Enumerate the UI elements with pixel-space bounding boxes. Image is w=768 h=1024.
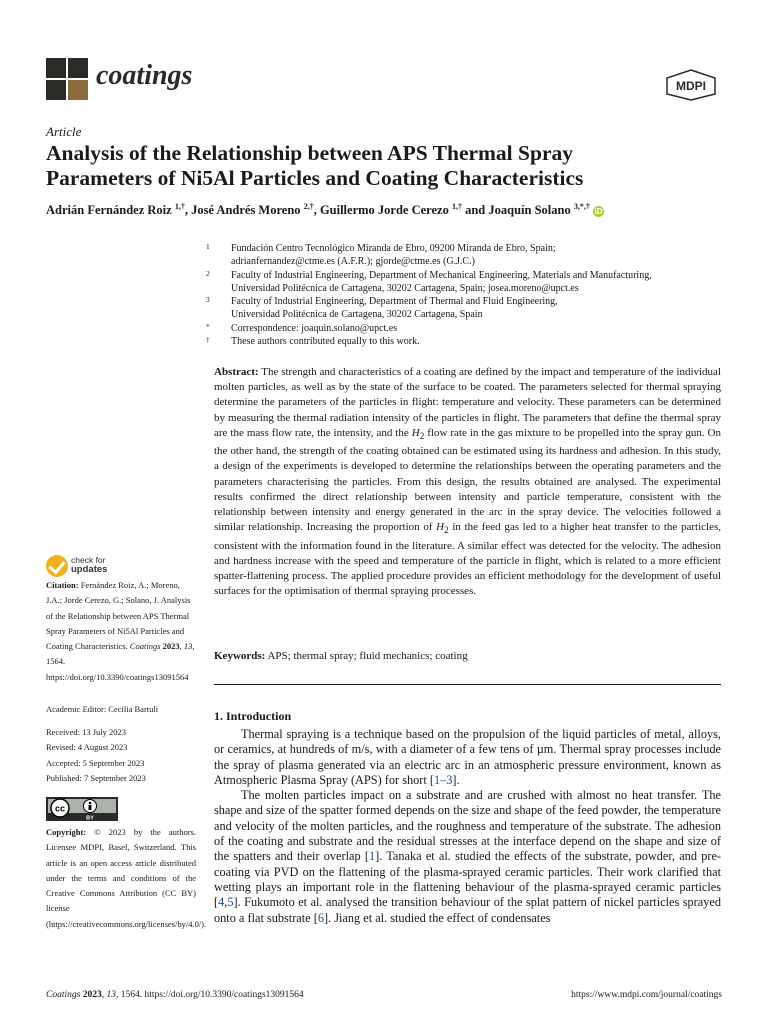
reference-link[interactable]: 5 [227, 895, 234, 910]
author-name: Adrián Fernández Roiz [46, 203, 172, 218]
svg-text:BY: BY [86, 815, 94, 821]
divider [214, 684, 721, 685]
publication-dates [46, 725, 196, 786]
article-type: Article [46, 124, 82, 139]
orcid-icon[interactable]: iD [594, 206, 603, 216]
title-line-1: Analysis of the Relationship between APS Thermal Spray [46, 141, 573, 165]
footer-citation: Coatings 2023, 13, 1564. https://doi.org/10.3390/coatings13091564 [46, 990, 304, 1000]
section-heading: 1. Introduction [214, 709, 292, 723]
footer-journal-url[interactable]: https://www.mdpi.com/journal/coatings [571, 990, 722, 1000]
reference-link[interactable]: 1 [368, 849, 376, 864]
svg-text:cc: cc [54, 803, 66, 814]
title-line-2: Parameters of Ni5Al Particles and Coating Characteristics [46, 166, 584, 190]
date-accepted: Accepted: 5 September 2023 [46, 757, 145, 768]
mdpi-logo-icon [663, 69, 719, 101]
journal-logo-icon [46, 58, 88, 100]
reference-link[interactable]: 6 [317, 910, 324, 925]
cc-by-license-icon[interactable] [46, 797, 118, 821]
keywords: Keywords: APS; thermal spray; fluid mechanics; coating [214, 650, 468, 662]
article-title [46, 141, 726, 191]
check-for-updates-button[interactable]: check for updates [46, 554, 126, 580]
author-sup: 2,† [303, 202, 314, 211]
date-received: Received: 13 July 2023 [46, 727, 127, 737]
keywords-label: Keywords: [214, 650, 266, 662]
citation-doi-link[interactable]: , 1564. https://doi.org/10.3390/coatings13091564 [46, 641, 195, 682]
date-revised: Revised: 4 August 2023 [46, 742, 128, 753]
author-name: José Andrés Moreno [191, 203, 301, 218]
abstract: Abstract: The strength and characteristics of a coating are defined by the impact and temperature of the individual molten particles, as well as by the state of the surface to be coated. The parameters selected for thermal spraying determine the parameters of the particles in flight: temperature and velocity. These parameters can be determined by measuring the thermal radiation intensity of the particles in flight. The parameters that define the thermal spray are the mass flow rate, the intensity, and the $H_2$ flow rate in the gas mixture to be propelled into the spray gun. On the other hand, the strength of the coating obtained can be estimated using its hardness and adhesion. In this study, a design of the experiments is developed to determine the relationships between the operating parameters and the parameters characterising the particles. From this design, the results obtained are analysed. The experimental results confirmed the direct relationship between intensity and particle temperature, consistent with the relationship between intensity and energy generated in the arc in the spray device. The velocities followed a similar relationship. Increasing the proportion of $H_2$ in the feed gas led to a higher heat transfer to the particles, consistent with the information found in the literature. A similar effect was detected for the velocity. The adhesion and hardness increase with the speed and temperature of the particle in flight, which is related to a more efficient spatter-flattening process. The applied procedure provides an efficient methodology for the development of useful surfaces for the optimisation of thermal spraying processes. [214, 366, 721, 598]
reference-link[interactable]: 4 [218, 895, 225, 910]
abstract-label: Abstract: [214, 366, 259, 378]
author-name: Guillermo Jorde Cerezo [319, 203, 449, 218]
date-published: Published: 7 September 2023 [46, 772, 146, 783]
paragraph: The molten particles impact on a substrate and are crushed with almost no heat transfer. The shape and size of the spatter formed depends on the size and shape of the feed powder, the temperature and velocity of the molten particles, and the roughness and temperature of the substrate. The adhesion of the coating and substrate and the residual stresses at the interface depend on the shape and size of the spatters and their overlap [1]. Tanaka et al. studied the effects of the substrate, powder, and pre-coating via PVD on the flattening of the plasma-sprayed ceramic particles. Their work clarified that wetting plays an important role in the flattening behaviour of the plasma-sprayed ceramic particles [4,5]. Fukumoto et al. analysed the transition behaviour of the splat pattern of nickel particles sprayed onto a flat substrate [6]. Jiang et al. studied the effect of condensates [214, 788, 721, 925]
copyright-notice: Copyright: © 2023 by the authors. Licensee MDPI, Basel, Switzerland. This article is an open access article distributed under the terms and conditions of the Creative Commons Attribution (CC BY) license (https://creativecommons.org/licenses/by/4.0/). [46, 827, 207, 929]
affiliation-item: 3 Faculty of Industrial Engineering, Department of Thermal and Fluid Engineering, Universidad Politécnica de Cartagena, 30202 Cartagena, Spain [206, 295, 558, 321]
author-sup: 1,† [451, 202, 462, 211]
equal-contribution-note: † These authors contributed equally to this work. [206, 335, 420, 348]
affiliations [206, 242, 726, 348]
correspondence-item: * Correspondence: joaquin.solano@upct.es [206, 321, 398, 334]
author-list: Adrián Fernández Roiz $^{1,\dagger}$, José Andrés Moreno $^{2,\dagger}$, Guillermo Jorde Cerezo $^{1,\dagger}$ and Joaquín Solano $^{3,*,\dagger}$ iD [46, 202, 603, 218]
journal-name: coatings [96, 60, 193, 91]
author-sup: 1,† [174, 202, 185, 211]
citation-block: Citation: Fernández Roiz, A.; Moreno, J.A.; Jorde Cerezo, G.; Solano, J. Analysis of the Relationship between APS Thermal Spray Parameters of Ni5Al Particles and Coating Characteristics. Coatings 2023, 13, 1564. https://doi.org/10.3390/coatings13091564 [46, 580, 195, 682]
reference-link[interactable]: 1–3 [433, 772, 453, 787]
paragraph: Thermal spraying is a technique based on the propulsion of the liquid particles of metal, alloys, or ceramics, at hundreds of m/s, with a diameter of a few tens of µm. Thermal spray processes include the spray of plasma generated via an electric arc in an atmospheric pressure environment, known as Atmospheric Plasma Spray (APS) for short [1–3]. [214, 727, 721, 787]
mdpi-text: MDPI [676, 79, 706, 93]
author-sup: 3,*,† [573, 202, 590, 211]
affiliation-item: 1 Fundación Centro Tecnológico Miranda de Ebro, 09200 Miranda de Ebro, Spain; adrianfernandez@ctme.es (A.F.R.); gjorde@ctme.es (G.J.C.) [206, 242, 556, 268]
affiliation-item: 2 Faculty of Industrial Engineering, Department of Mechanical Engineering, Materials and Manufacturing, Universidad Politécnica de Cartagena, 30202 Cartagena, Spain; josea.moreno@upct.es [206, 268, 652, 294]
academic-editor: Academic Editor: Cecilia Bartuli [46, 704, 159, 714]
author-name: Joaquín Solano [488, 203, 571, 218]
introduction-body [214, 727, 721, 926]
